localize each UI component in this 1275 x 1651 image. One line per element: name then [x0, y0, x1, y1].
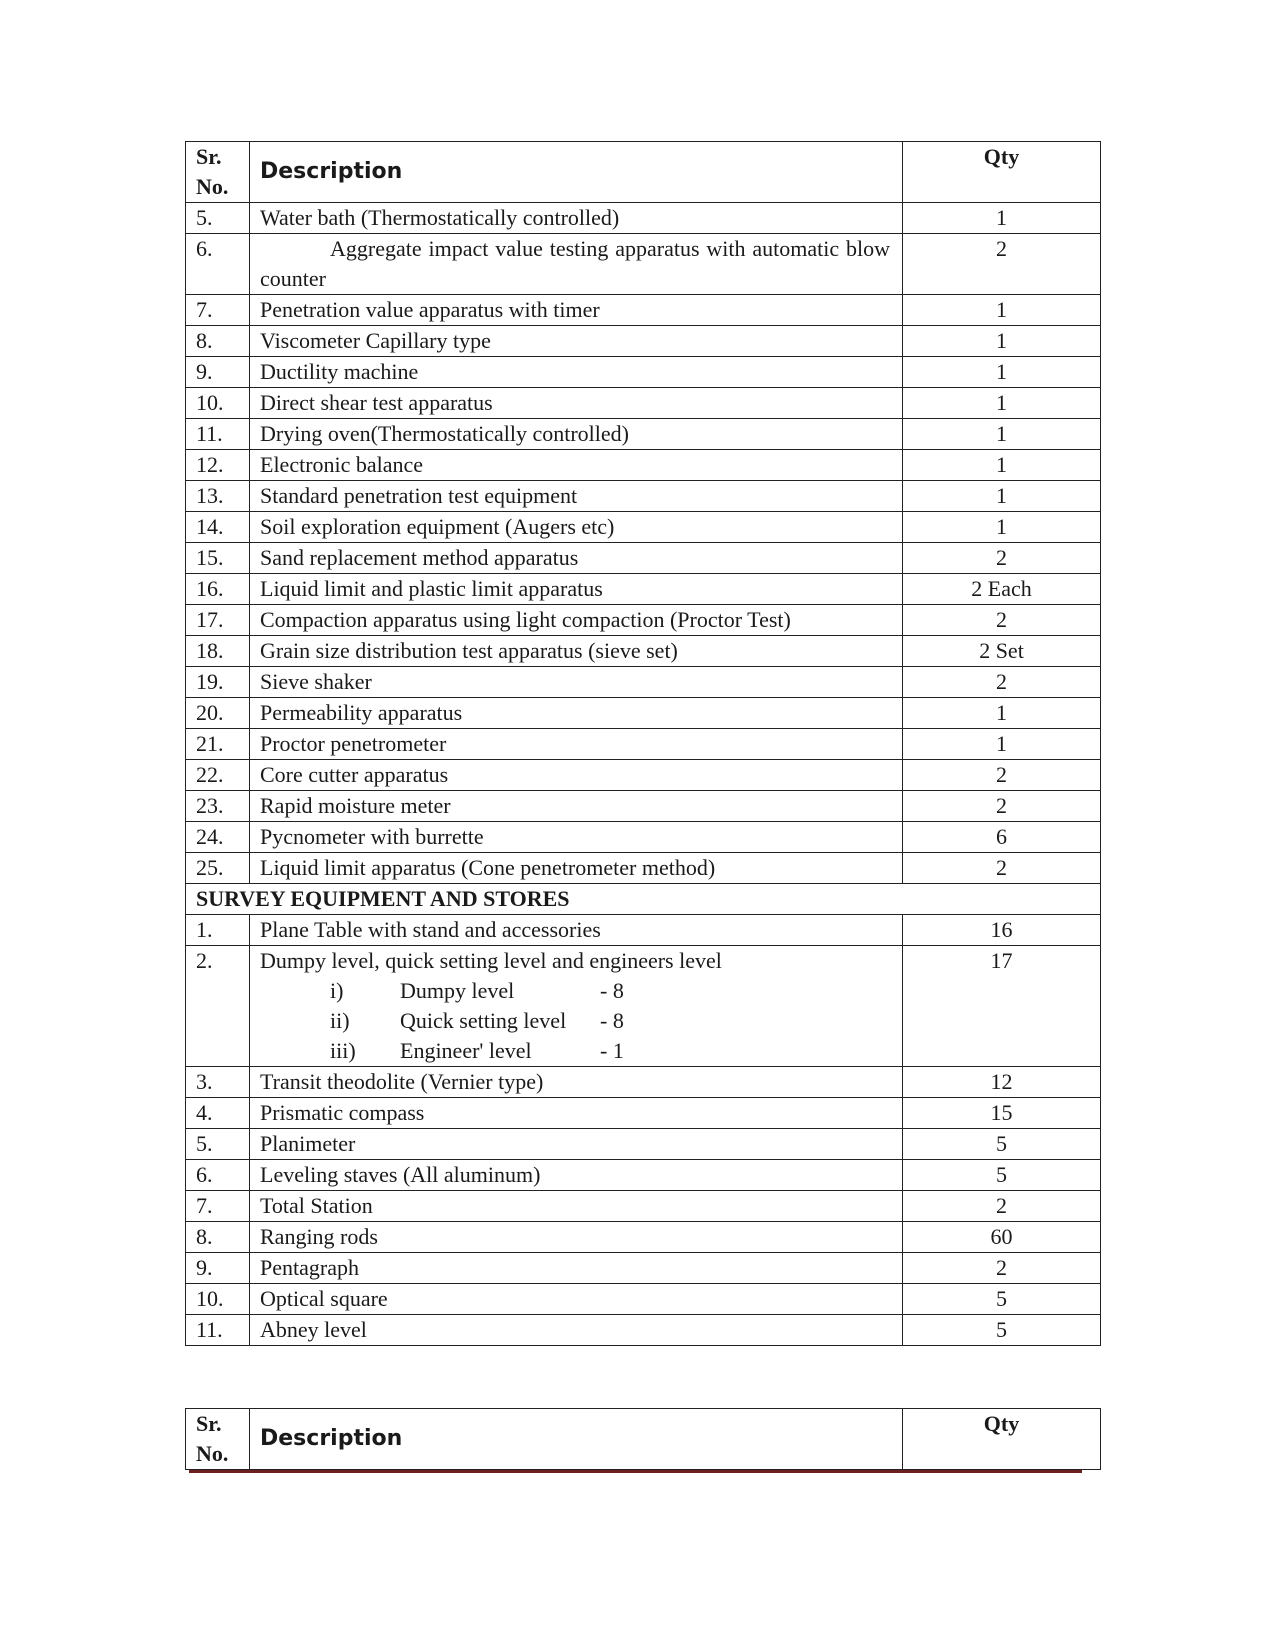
- row-qty: 1: [903, 419, 1101, 450]
- row-sr-no: 23.: [186, 791, 250, 822]
- table-row: [186, 1098, 1101, 1129]
- row-sr-no: 21.: [186, 729, 250, 760]
- sub-item-number: iii): [330, 1038, 356, 1063]
- row-description: Ductility machine: [250, 357, 903, 388]
- row-description-text: Planimeter: [260, 1131, 356, 1156]
- table-row: [186, 388, 1101, 419]
- table-row: [186, 729, 1101, 760]
- table-row: [186, 915, 1101, 946]
- row-qty: 1: [903, 481, 1101, 512]
- row-qty: 1: [903, 203, 1101, 234]
- table-row: [186, 450, 1101, 481]
- row-sr-no: 10.: [186, 1284, 250, 1315]
- row-description: Drying oven(Thermostatically controlled): [250, 419, 903, 450]
- continued-table-header: [185, 1408, 1101, 1470]
- row-description: Proctor penetrometer: [250, 729, 903, 760]
- row-sr-no: 5.: [186, 1129, 250, 1160]
- row-description: Water bath (Thermostatically controlled): [250, 203, 903, 234]
- sub-item-name: Quick setting level: [400, 1008, 567, 1033]
- header-sr-line2: No.: [196, 174, 229, 199]
- row-description: Viscometer Capillary type: [250, 326, 903, 357]
- row-qty: 1: [903, 388, 1101, 419]
- row-qty: 1: [903, 357, 1101, 388]
- table-row: [186, 636, 1101, 667]
- row-description: [250, 1284, 903, 1315]
- row-sr-no: 11.: [186, 419, 250, 450]
- row-description: Liquid limit apparatus (Cone penetrometer method): [250, 853, 903, 884]
- sub-item-name: Dumpy level: [400, 978, 515, 1003]
- row-sr-no: 19.: [186, 667, 250, 698]
- row-sr-no: 11.: [186, 1315, 250, 1346]
- table-row: [186, 234, 1101, 295]
- row-qty: 5: [903, 1160, 1101, 1191]
- table-row: [186, 326, 1101, 357]
- row-sr-no: 5.: [186, 203, 250, 234]
- row-qty: 2: [903, 853, 1101, 884]
- row-qty: 5: [903, 1129, 1101, 1160]
- row-qty: 2: [903, 1191, 1101, 1222]
- header-sr-no: [186, 1409, 250, 1470]
- table-row: [186, 512, 1101, 543]
- row-sr-no: 4.: [186, 1098, 250, 1129]
- row-description-text: Transit theodolite (Vernier type): [260, 1069, 544, 1094]
- row-qty: 2: [903, 543, 1101, 574]
- sub-item-count: - 1: [600, 1038, 624, 1063]
- row-sr-no: 18.: [186, 636, 250, 667]
- row-description-text: Pentagraph: [260, 1255, 359, 1280]
- section-title: SURVEY EQUIPMENT AND STORES: [186, 884, 1101, 915]
- header-sr-no: [186, 142, 250, 203]
- table-row: [186, 203, 1101, 234]
- row-description: Grain size distribution test apparatus (sieve set): [250, 636, 903, 667]
- row-description-text: Prismatic compass: [260, 1100, 425, 1125]
- row-description: [250, 1253, 903, 1284]
- row-sr-no: 8.: [186, 1222, 250, 1253]
- header-qty: Qty: [903, 1409, 1101, 1470]
- row-description: Electronic balance: [250, 450, 903, 481]
- row-description: Rapid moisture meter: [250, 791, 903, 822]
- row-sr-no: 9.: [186, 357, 250, 388]
- sub-item: [260, 1036, 902, 1066]
- row-qty: 1: [903, 729, 1101, 760]
- row-description: Aggregate impact value testing apparatus with automatic blow counter: [250, 234, 903, 295]
- row-sr-no: 3.: [186, 1067, 250, 1098]
- row-description: [250, 1098, 903, 1129]
- row-sr-no: 13.: [186, 481, 250, 512]
- table-row: [186, 1067, 1101, 1098]
- row-qty: 2 Each: [903, 574, 1101, 605]
- row-qty: 1: [903, 295, 1101, 326]
- row-qty: 60: [903, 1222, 1101, 1253]
- row-description: [250, 1315, 903, 1346]
- row-sr-no: 6.: [186, 234, 250, 295]
- table-row: [186, 1284, 1101, 1315]
- row-qty: 2: [903, 760, 1101, 791]
- table-row: [186, 853, 1101, 884]
- row-description: [250, 1067, 903, 1098]
- row-qty: 17: [903, 946, 1101, 1067]
- row-description: Soil exploration equipment (Augers etc): [250, 512, 903, 543]
- row-sr-no: 10.: [186, 388, 250, 419]
- row-sr-no: 15.: [186, 543, 250, 574]
- table-header-row: [186, 1409, 1101, 1470]
- row-qty: 5: [903, 1315, 1101, 1346]
- row-sr-no: 25.: [186, 853, 250, 884]
- table-row: [186, 543, 1101, 574]
- row-sr-no: 9.: [186, 1253, 250, 1284]
- row-description: [250, 1191, 903, 1222]
- sub-item-name: Engineer' level: [400, 1038, 532, 1063]
- row-sr-no: 6.: [186, 1160, 250, 1191]
- row-qty: 2: [903, 234, 1101, 295]
- row-sr-no: 14.: [186, 512, 250, 543]
- sub-item-number: ii): [330, 1008, 350, 1033]
- sub-item-number: i): [330, 978, 344, 1003]
- table-row: [186, 946, 1101, 1067]
- equipment-table-body: [186, 142, 1101, 1346]
- row-description: Permeability apparatus: [250, 698, 903, 729]
- row-description: Liquid limit and plastic limit apparatus: [250, 574, 903, 605]
- row-qty: 16: [903, 915, 1101, 946]
- row-qty: 5: [903, 1284, 1101, 1315]
- table-row: [186, 1222, 1101, 1253]
- row-description-text: Optical square: [260, 1286, 388, 1311]
- row-qty: 1: [903, 512, 1101, 543]
- table-row: [186, 574, 1101, 605]
- table-row: [186, 1160, 1101, 1191]
- row-description-text: Leveling staves (All aluminum): [260, 1162, 541, 1187]
- row-description: Sand replacement method apparatus: [250, 543, 903, 574]
- row-description: Compaction apparatus using light compaction (Proctor Test): [250, 605, 903, 636]
- row-qty: 2 Set: [903, 636, 1101, 667]
- row-qty: 2: [903, 1253, 1101, 1284]
- sub-item-count: - 8: [600, 978, 624, 1003]
- row-description-text: Ranging rods: [260, 1224, 378, 1249]
- row-description: Direct shear test apparatus: [250, 388, 903, 419]
- row-qty: 1: [903, 698, 1101, 729]
- equipment-table: [185, 141, 1101, 1346]
- table-header-row: [186, 142, 1101, 203]
- row-qty: 12: [903, 1067, 1101, 1098]
- row-description-text: Abney level: [260, 1317, 367, 1342]
- row-description: Core cutter apparatus: [250, 760, 903, 791]
- table-row: [186, 1129, 1101, 1160]
- bottom-rule: [189, 1470, 1082, 1473]
- header-description: Description: [250, 1409, 903, 1470]
- sub-item-count: - 8: [600, 1008, 624, 1033]
- header-sr-line1: Sr.: [196, 144, 222, 169]
- row-qty: 2: [903, 667, 1101, 698]
- row-description: [250, 915, 903, 946]
- header-description: Description: [250, 142, 903, 203]
- row-description: Pycnometer with burrette: [250, 822, 903, 853]
- row-description: Penetration value apparatus with timer: [250, 295, 903, 326]
- row-description-text: Plane Table with stand and accessories: [260, 917, 601, 942]
- table-row: [186, 1315, 1101, 1346]
- row-description: [250, 1160, 903, 1191]
- row-description: Sieve shaker: [250, 667, 903, 698]
- row-sr-no: 16.: [186, 574, 250, 605]
- row-qty: 15: [903, 1098, 1101, 1129]
- table-row: [186, 357, 1101, 388]
- header-sr-line2: No.: [196, 1441, 229, 1466]
- row-description: Standard penetration test equipment: [250, 481, 903, 512]
- row-sr-no: 1.: [186, 915, 250, 946]
- table-row: [186, 1191, 1101, 1222]
- sub-item: [260, 976, 902, 1006]
- row-sr-no: 7.: [186, 295, 250, 326]
- table-row: [186, 791, 1101, 822]
- row-sr-no: 12.: [186, 450, 250, 481]
- row-sr-no: 7.: [186, 1191, 250, 1222]
- row-description: [250, 1129, 903, 1160]
- table-row: [186, 667, 1101, 698]
- header-qty: Qty: [903, 142, 1101, 203]
- row-sr-no: 8.: [186, 326, 250, 357]
- row-sr-no: 24.: [186, 822, 250, 853]
- table-row: [186, 419, 1101, 450]
- sub-item-list: [260, 976, 902, 1066]
- table-row: [186, 295, 1101, 326]
- row-qty: 2: [903, 791, 1101, 822]
- table-row: [186, 605, 1101, 636]
- section-row: [186, 884, 1101, 915]
- header-sr-line1: Sr.: [196, 1411, 222, 1436]
- table-row: [186, 1253, 1101, 1284]
- row-description: [250, 1222, 903, 1253]
- row-qty: 6: [903, 822, 1101, 853]
- table-row: [186, 760, 1101, 791]
- table-row: [186, 481, 1101, 512]
- sub-item: [260, 1006, 902, 1036]
- row-description-text: Dumpy level, quick setting level and engineers level: [260, 948, 722, 973]
- row-qty: 1: [903, 450, 1101, 481]
- row-qty: 1: [903, 326, 1101, 357]
- row-description-text: Total Station: [260, 1193, 373, 1218]
- row-sr-no: 17.: [186, 605, 250, 636]
- table-row: [186, 698, 1101, 729]
- row-qty: 2: [903, 605, 1101, 636]
- row-sr-no: 22.: [186, 760, 250, 791]
- row-description: [250, 946, 903, 1067]
- row-sr-no: 2.: [186, 946, 250, 1067]
- row-sr-no: 20.: [186, 698, 250, 729]
- table-row: [186, 822, 1101, 853]
